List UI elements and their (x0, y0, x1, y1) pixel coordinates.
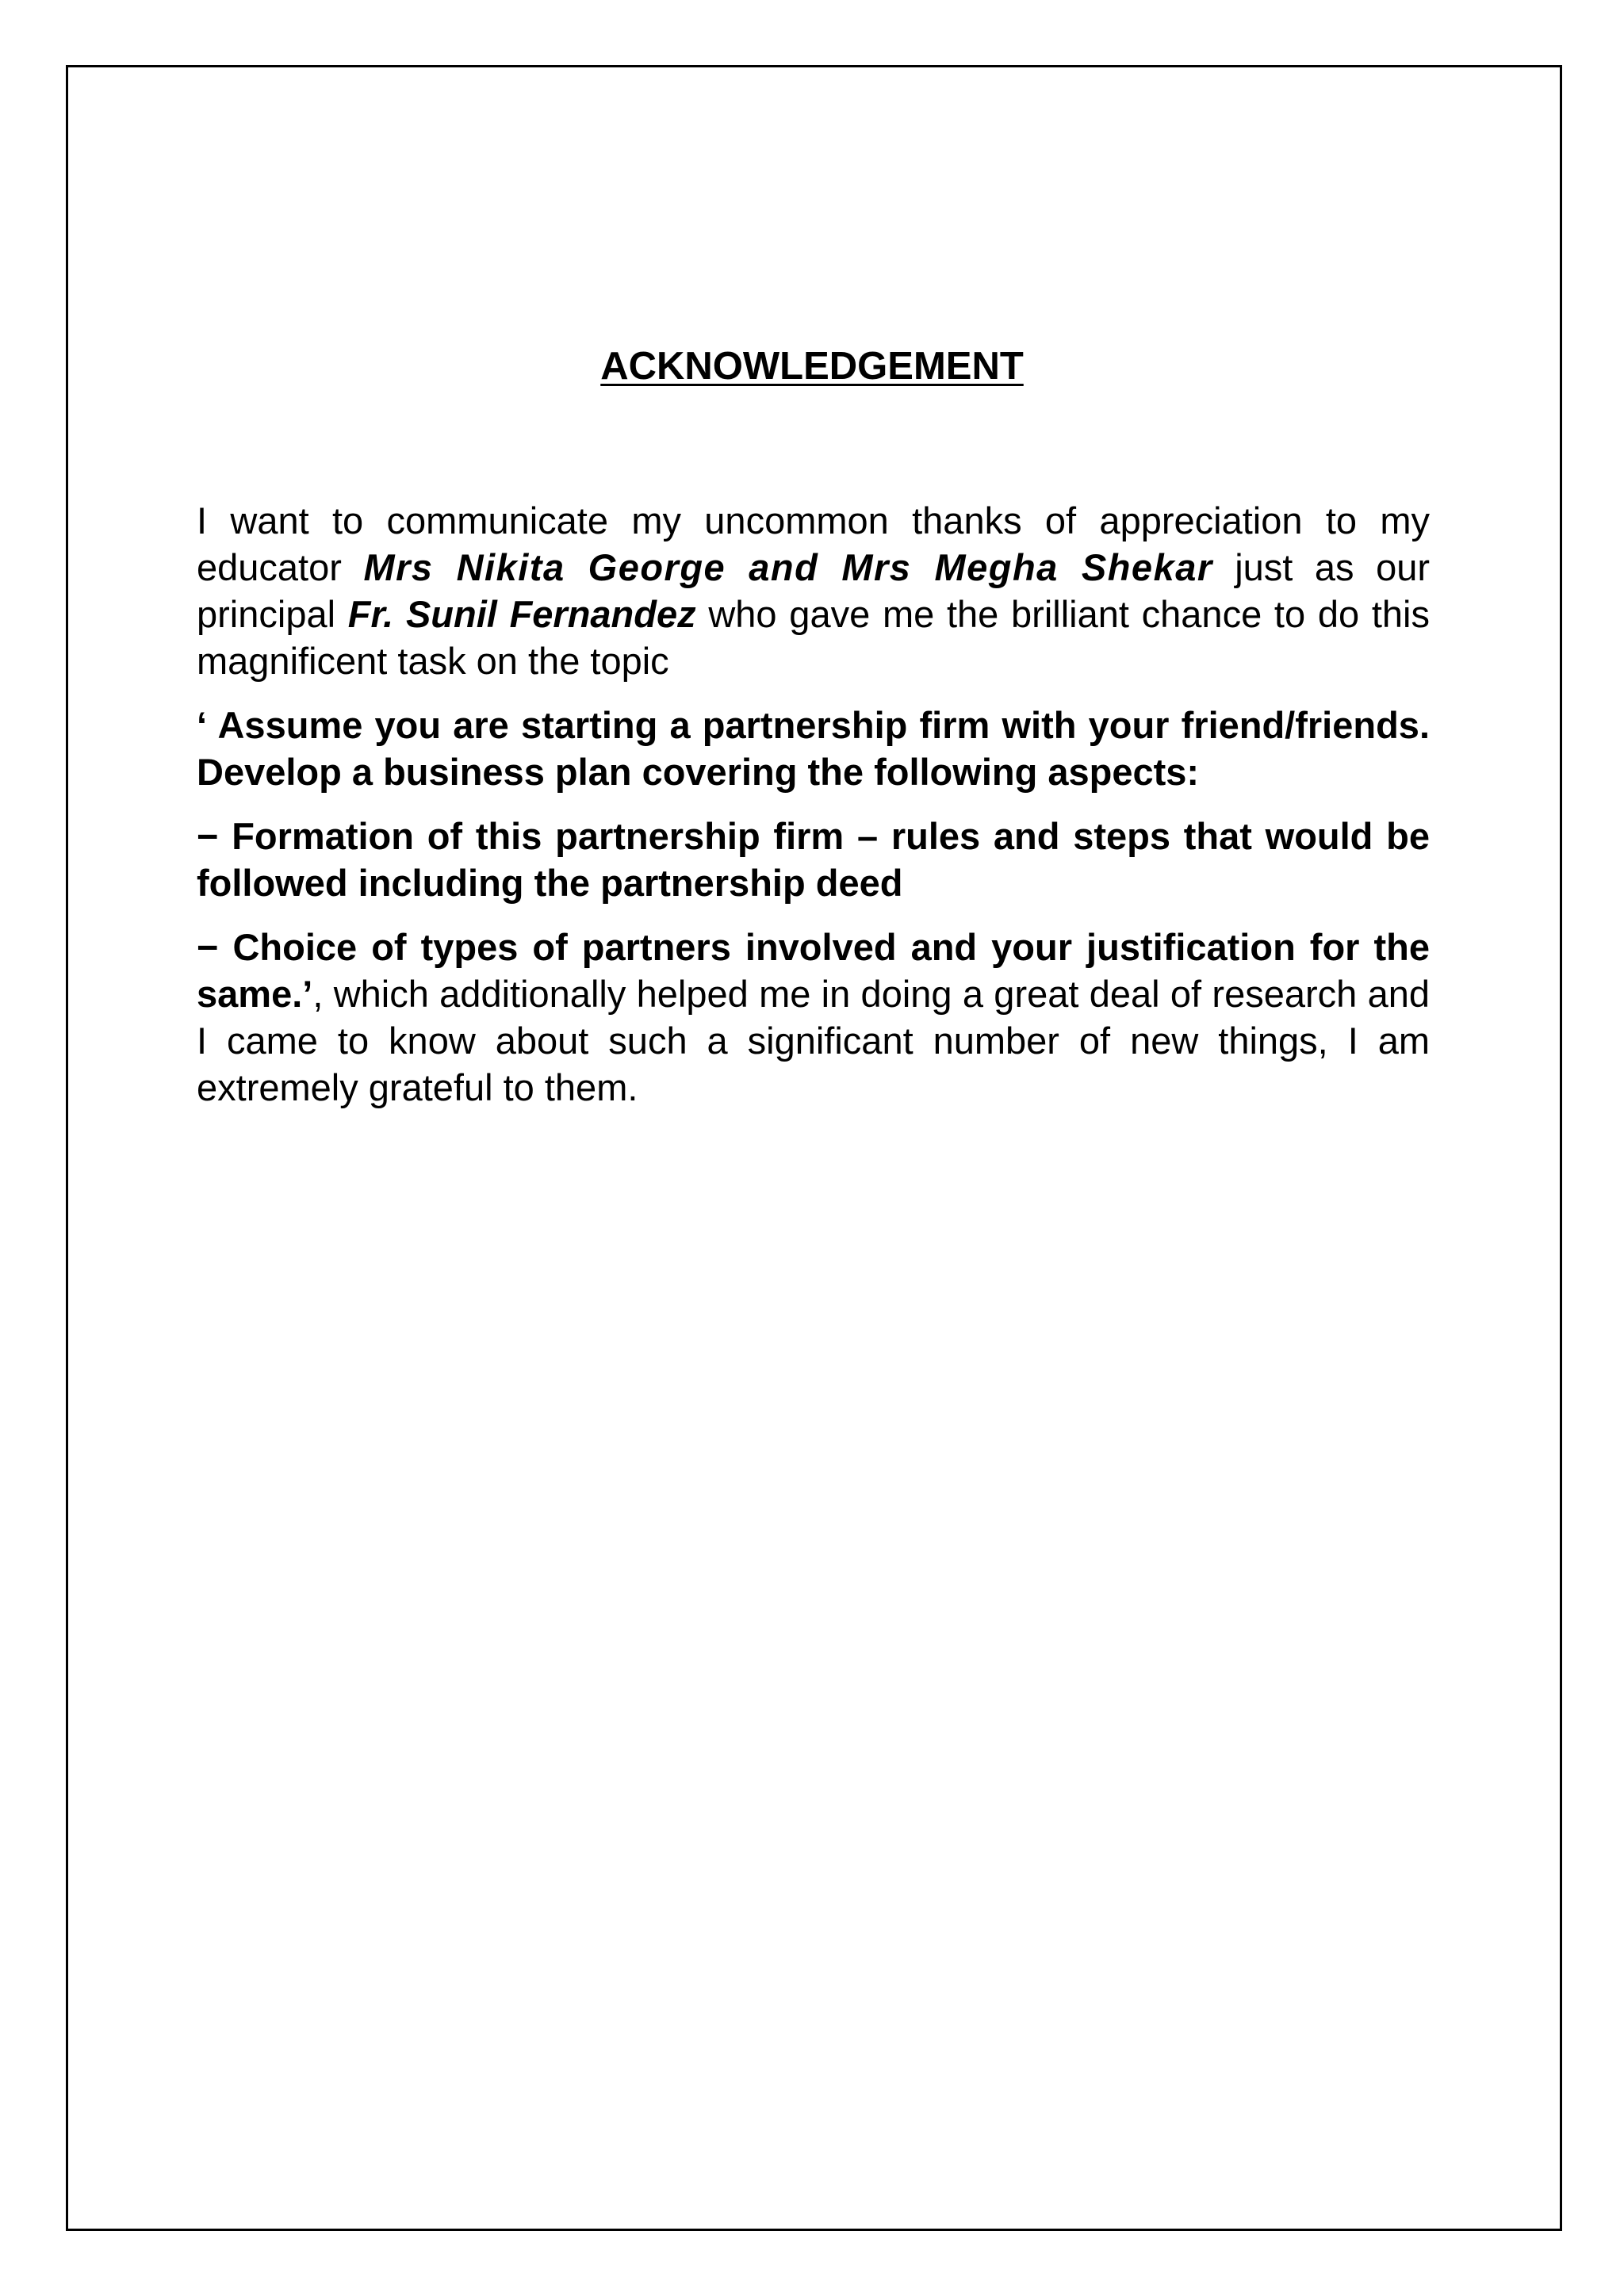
thanks-text-3: who gave me the brilliant chance to do this magnificent task on the topic (197, 593, 1431, 682)
paragraph-topic: ‘ Assume you are starting a partnership firm with your friend/friends. Develop a business plan covering the following aspects: (197, 704, 1430, 793)
paragraph-formation: − Formation of this partnership firm – rules and steps that would be followed including the partnership deed (197, 815, 1430, 904)
thanks-text-2: just as our principal (197, 546, 1430, 635)
paragraph-choice (197, 924, 1430, 1111)
thanks-text-1: I want to communicate my uncommon thanks of appreciation to my educator (197, 499, 1430, 588)
acknowledgement-body (197, 497, 1430, 1128)
principal-name: Fr. Sunil Fernandez (347, 593, 696, 635)
paragraph-thanks (197, 497, 1430, 684)
choice-rest-text: , which additionally helped me in doing a great deal of research and I came to know about such a significant number of new things, I am extremely grateful to them. (197, 973, 1430, 1108)
educator-names: Mrs Nikita George and Mrs Megha Shekar (363, 546, 1213, 588)
page-title: ACKNOWLEDGEMENT (600, 345, 1024, 388)
choice-bold-text: − Choice of types of partners involved and your justification for the same.’ (197, 926, 1430, 1015)
